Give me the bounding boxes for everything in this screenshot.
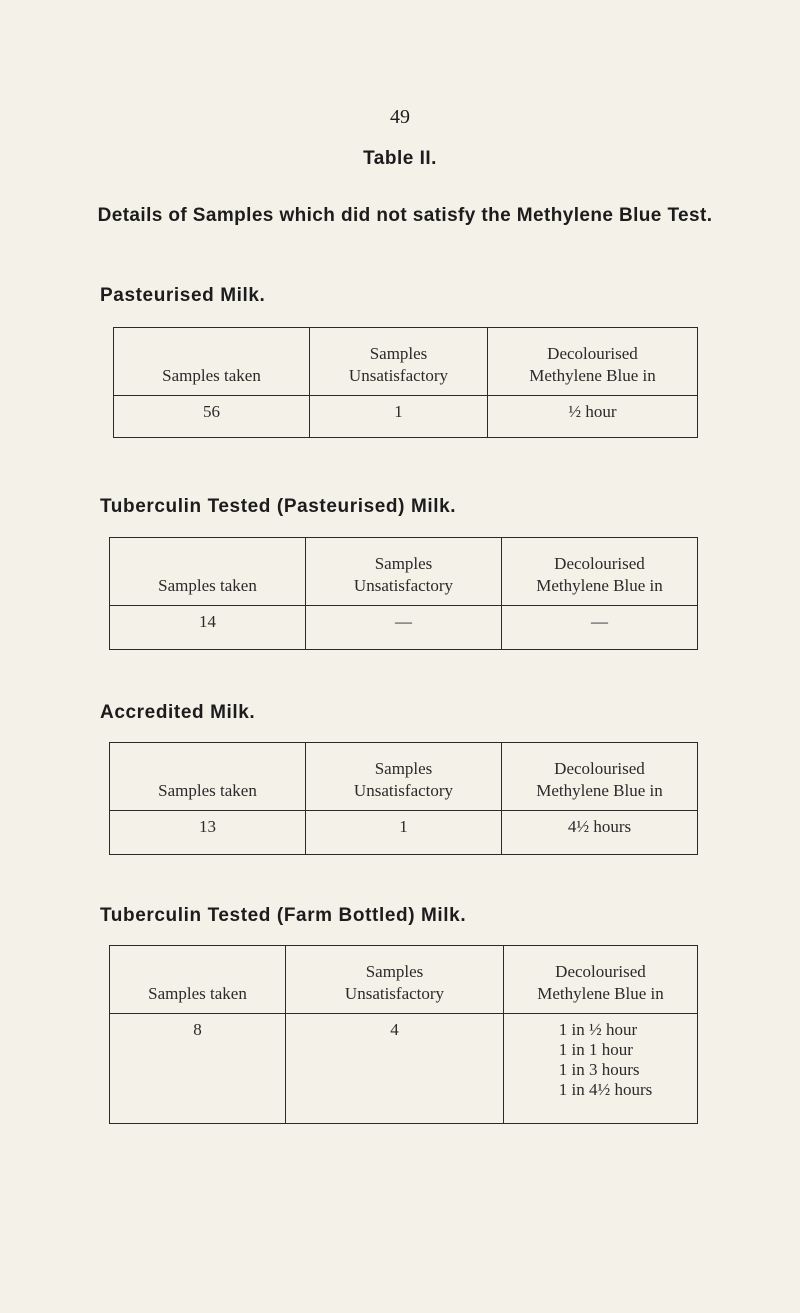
header-row — [110, 946, 698, 1014]
table-accredited — [109, 742, 698, 855]
page-number: 49 — [390, 106, 410, 128]
table-row — [114, 396, 698, 438]
section-heading-accredited: Accredited Milk. — [100, 702, 256, 723]
header-samples-unsatisfactory: Samples Unsatisfactory — [286, 946, 504, 1014]
cell-samples-taken: 56 — [114, 396, 310, 438]
header-samples-taken: Samples taken — [114, 328, 310, 396]
cell-samples-unsatisfactory: 4 — [286, 1014, 504, 1124]
section-heading-tt-farm-bottled: Tuberculin Tested (Farm Bottled) Milk. — [100, 905, 467, 926]
header-row — [110, 538, 698, 606]
cell-decolourised: 4½ hours — [502, 811, 698, 855]
header-decolourised: Decolourised Methylene Blue in — [502, 743, 698, 811]
cell-decolourised — [504, 1014, 698, 1124]
detail-line: 1 in 4½ hours — [558, 1080, 653, 1099]
cell-samples-unsatisfactory: — — [306, 606, 502, 650]
header-row — [114, 328, 698, 396]
cell-samples-taken: 8 — [110, 1014, 286, 1124]
header-samples-unsatisfactory: Samples Unsatisfactory — [306, 538, 502, 606]
table-tt-farm-bottled — [109, 945, 698, 1124]
header-decolourised: Decolourised Methylene Blue in — [488, 328, 698, 396]
section-heading-tt-pasteurised: Tuberculin Tested (Pasteurised) Milk. — [100, 496, 457, 517]
header-decolourised: Decolourised Methylene Blue in — [504, 946, 698, 1014]
header-samples-unsatisfactory: Samples Unsatisfactory — [310, 328, 488, 396]
cell-samples-taken: 13 — [110, 811, 306, 855]
table-subtitle: Details of Samples which did not satisfy the Methylene Blue Test. — [97, 205, 713, 226]
header-row — [110, 743, 698, 811]
table-title: Table II. — [363, 148, 437, 169]
cell-samples-taken: 14 — [110, 606, 306, 650]
cell-decolourised: ½ hour — [488, 396, 698, 438]
header-samples-taken: Samples taken — [110, 538, 306, 606]
table-tt-pasteurised — [109, 537, 698, 650]
table-row — [110, 1014, 698, 1124]
cell-decolourised: — — [502, 606, 698, 650]
cell-samples-unsatisfactory: 1 — [306, 811, 502, 855]
header-samples-taken: Samples taken — [110, 946, 286, 1014]
table-row — [110, 606, 698, 650]
header-samples-taken: Samples taken — [110, 743, 306, 811]
cell-samples-unsatisfactory: 1 — [310, 396, 488, 438]
section-heading-pasteurised: Pasteurised Milk. — [100, 285, 266, 306]
detail-line: 1 in 3 hours — [558, 1060, 640, 1079]
table-row — [110, 811, 698, 855]
table-pasteurised — [113, 327, 698, 438]
header-samples-unsatisfactory: Samples Unsatisfactory — [306, 743, 502, 811]
detail-line: 1 in ½ hour — [558, 1020, 638, 1039]
detail-line: 1 in 1 hour — [558, 1040, 633, 1059]
header-decolourised: Decolourised Methylene Blue in — [502, 538, 698, 606]
